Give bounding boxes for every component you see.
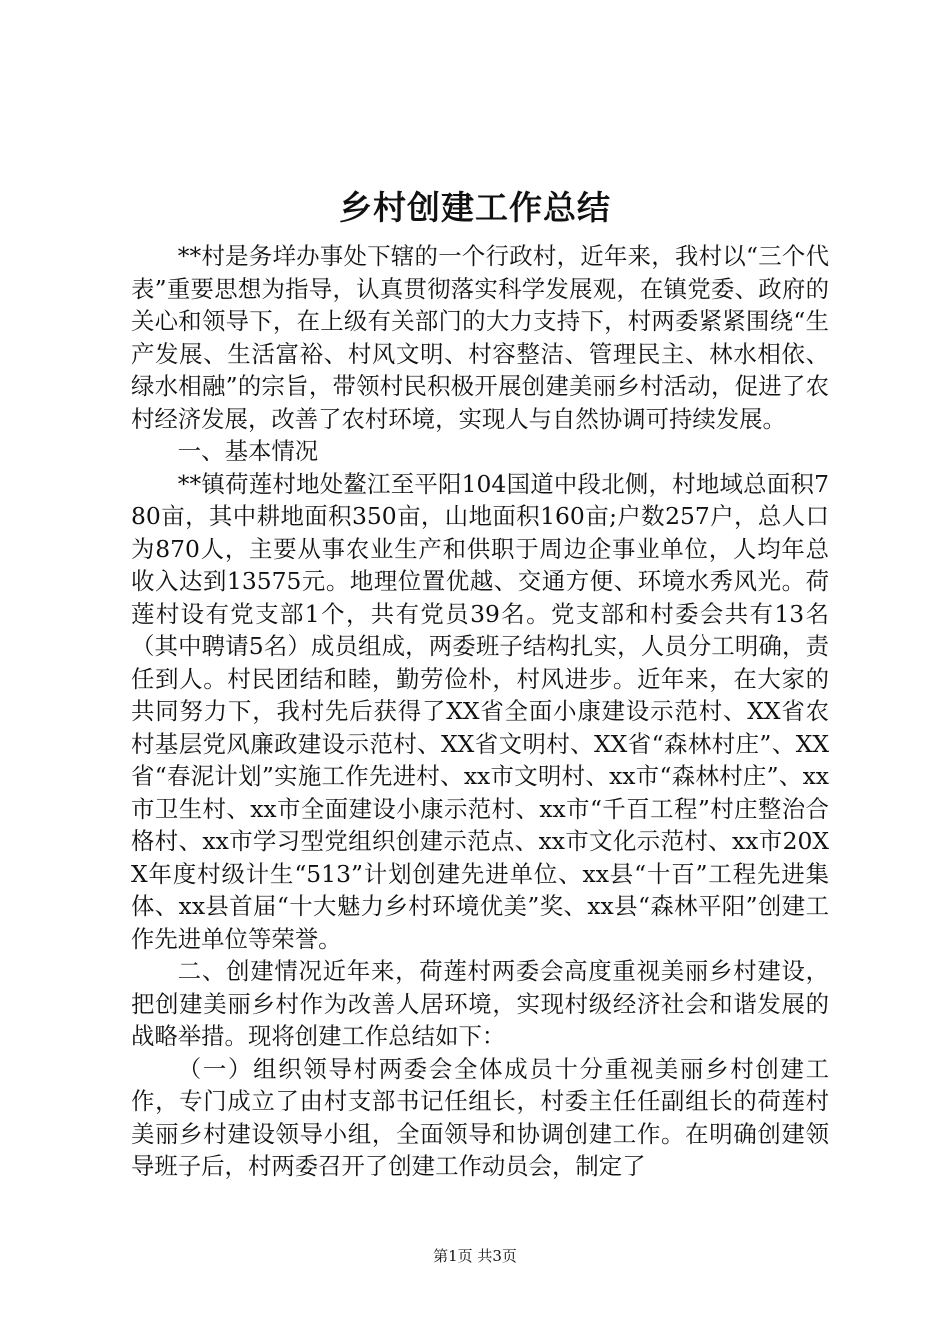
paragraph-organization-leadership: （一）组织领导村两委会全体成员十分重视美丽乡村创建工作，专门成立了由村支部书记任组长，村委主任任副组长的荷莲村美丽乡村建设领导小组，全面领导和协调创建工作。在明确创建领导班子后，村两委召开了创建工作动员会，制定了	[131, 1054, 829, 1180]
section-heading-basic-situation: 一、基本情况	[177, 437, 319, 465]
page-number-footer: 第1页 共3页	[433, 1247, 517, 1265]
paragraph-creation-situation: 二、创建情况近年来，荷莲村两委会高度重视美丽乡村建设，把创建美丽乡村作为改善人居环境，实现村级经济社会和谐发展的战略举措。现将创建工作总结如下：	[131, 957, 829, 1050]
document-title: 乡村创建工作总结	[339, 188, 611, 227]
document-body	[131, 240, 829, 1183]
paragraph-intro: **村是务垟办事处下辖的一个行政村，近年来，我村以“三个代表”重要思想为指导，认真贯彻落实科学发展观，在镇党委、政府的关心和领导下，在上级有关部门的大力支持下，村两委紧紧围绕“生产发展、生活富裕、村风文明、村容整洁、管理民主、林水相依、绿水相融”的宗旨，带领村民积极开展创建美丽乡村活动，促进了农村经济发展，改善了农村环境，实现人与自然协调可持续发展。	[131, 242, 829, 433]
paragraph-basic-situation: **镇荷莲村地处鳌江至平阳104国道中段北侧，村地域总面积780亩，其中耕地面积350亩，山地面积160亩;户数257户，总人口为870人，主要从事农业生产和供职于周边企事业单位，人均年总收入达到13575元。地理位置优越、交通方便、环境水秀风光。荷莲村设有党支部1个，共有党员39名。党支部和村委会共有13名（其中聘请5名）成员组成，两委班子结构扎实，人员分工明确，责任到人。村民团结和睦，勤劳俭朴，村风进步。近年来，在大家的共同努力下，我村先后获得了XX省全面小康建设示范村、XX省农村基层党风廉政建设示范村、XX省文明村、XX省“森林村庄”、XX省“春泥计划”实施工作先进村、xx市文明村、xx市“森林村庄”、xx市卫生村、xx市全面建设小康示范村、xx市“千百工程”村庄整治合格村、xx市学习型党组织创建示范点、xx市文化示范村、xx市20XX年度村级计生“513”计划创建先进单位、xx县“十百”工程先进集体、xx县首届“十大魅力乡村环境优美”奖、xx县“森林平阳”创建工作先进单位等荣誉。	[131, 469, 829, 953]
